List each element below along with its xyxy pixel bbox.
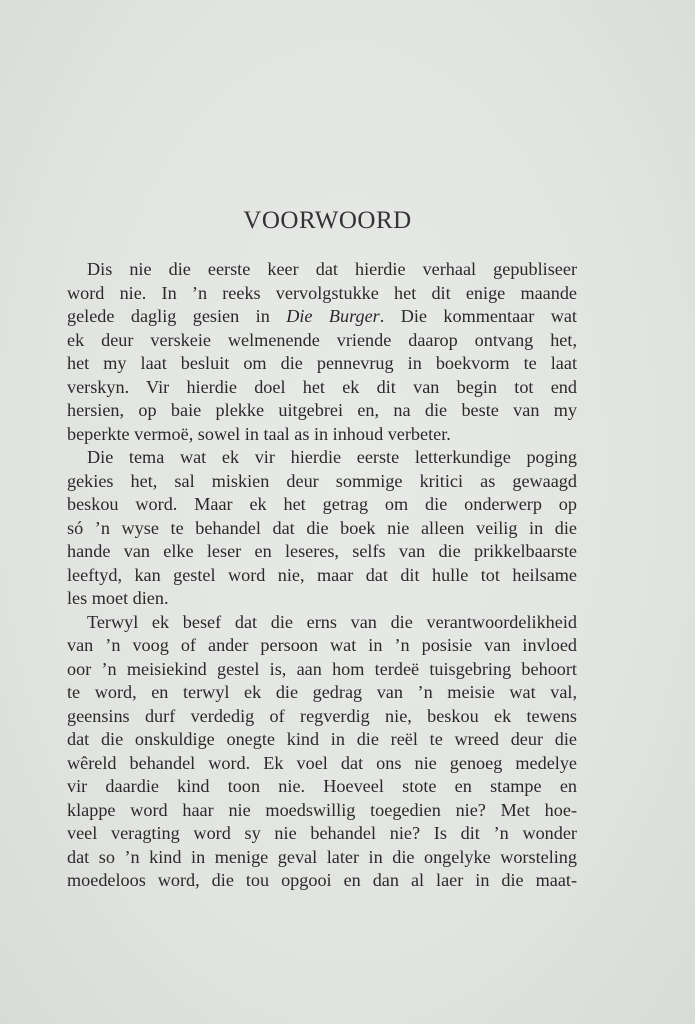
text-segment: te word, en terwyl ek die gedrag van ’n meisie wat val, <box>67 682 577 702</box>
text-segment: dat so ’n kind in menige geval later in die ongelyke worsteling <box>67 846 577 867</box>
preface-text <box>67 258 577 893</box>
text-line <box>67 799 577 823</box>
text-line <box>67 305 577 329</box>
text-line <box>67 587 577 611</box>
paragraph <box>67 258 577 446</box>
text-segment: gekies het, sal miskien deur sommige kritici as gewaagd <box>67 470 577 491</box>
text-segment: só ’n wyse te behandel dat die boek nie alleen veilig in die <box>67 517 577 538</box>
text-segment: verskyn. Vir hierdie doel het ek dit van begin tot end <box>67 376 577 397</box>
text-line <box>67 282 577 306</box>
text-line <box>67 611 577 635</box>
text-segment: les moet dien. <box>67 588 169 608</box>
text-line <box>67 752 577 776</box>
text-line <box>67 634 577 658</box>
text-segment: vir daardie kind toon nie. Hoeveel stote en stampe en <box>67 776 577 796</box>
text-segment: beskou word. Maar ek het getrag om die onderwerp op <box>67 494 577 514</box>
text-segment: gelede daglig gesien in <box>67 306 287 326</box>
text-line <box>67 658 577 682</box>
text-segment: ek deur verskeie welmenende vriende daarop ontvang het, <box>67 329 577 350</box>
text-line <box>67 681 577 705</box>
text-line <box>67 399 577 423</box>
paragraph <box>67 446 577 611</box>
text-segment: beperkte vermoë, sowel in taal as in inhoud verbeter. <box>67 423 451 444</box>
text-line <box>67 352 577 376</box>
paragraph <box>67 611 577 893</box>
text-segment: dat die onskuldige onegte kind in die reël te wreed deur die <box>67 729 577 749</box>
text-line <box>67 540 577 564</box>
text-segment: . Die kommentaar wat <box>379 306 577 326</box>
text-segment: veel veragting word sy nie behandel nie? Is dit ’n wonder <box>67 823 577 843</box>
text-segment: het my laat besluit om die pennevrug in boekvorm te laat <box>67 353 577 373</box>
text-segment: hersien, op baie plekke uitgebrei en, na die beste van my <box>67 400 577 420</box>
text-line <box>67 822 577 846</box>
text-segment: hande van elke leser en leseres, selfs van die prikkelbaarste <box>67 541 577 561</box>
text-line <box>67 329 577 353</box>
text-segment: geensins durf verdedig of regverdig nie, beskou ek tewens <box>67 705 577 726</box>
text-segment: oor ’n meisiekind gestel is, aan hom terdeë tuisgebring behoort <box>67 658 577 679</box>
text-segment: wêreld behandel word. Ek voel dat ons nie genoeg medelye <box>67 752 577 773</box>
text-segment: Die tema wat ek vir hierdie eerste letterkundige poging <box>87 447 577 467</box>
text-segment: van ’n voog of ander persoon wat in ’n posisie van invloed <box>67 635 577 655</box>
text-line <box>67 376 577 400</box>
text-segment: klappe word haar nie moedswillig toegedien nie? Met hoe- <box>67 799 577 820</box>
page-title: VOORWOORD <box>243 207 412 234</box>
text-line <box>67 728 577 752</box>
text-line <box>67 470 577 494</box>
text-segment: leeftyd, kan gestel word nie, maar dat dit hulle tot heilsame <box>67 564 577 585</box>
text-line <box>67 446 577 470</box>
text-segment: Dis nie die eerste keer dat hierdie verhaal gepubliseer <box>87 259 577 279</box>
text-line <box>67 564 577 588</box>
text-line <box>67 517 577 541</box>
text-line <box>67 846 577 870</box>
text-line <box>67 258 577 282</box>
text-line <box>67 775 577 799</box>
text-line <box>67 869 577 893</box>
text-line <box>67 705 577 729</box>
text-segment: Terwyl ek besef dat die erns van die verantwoordelikheid <box>87 611 577 632</box>
italic-title: Die Burger <box>286 306 380 326</box>
text-segment: moedeloos word, die tou opgooi en dan al laer in die maat- <box>67 870 577 890</box>
text-segment: word nie. In ’n reeks vervolgstukke het dit enige maande <box>67 282 577 303</box>
text-line <box>67 423 577 447</box>
text-line <box>67 493 577 517</box>
